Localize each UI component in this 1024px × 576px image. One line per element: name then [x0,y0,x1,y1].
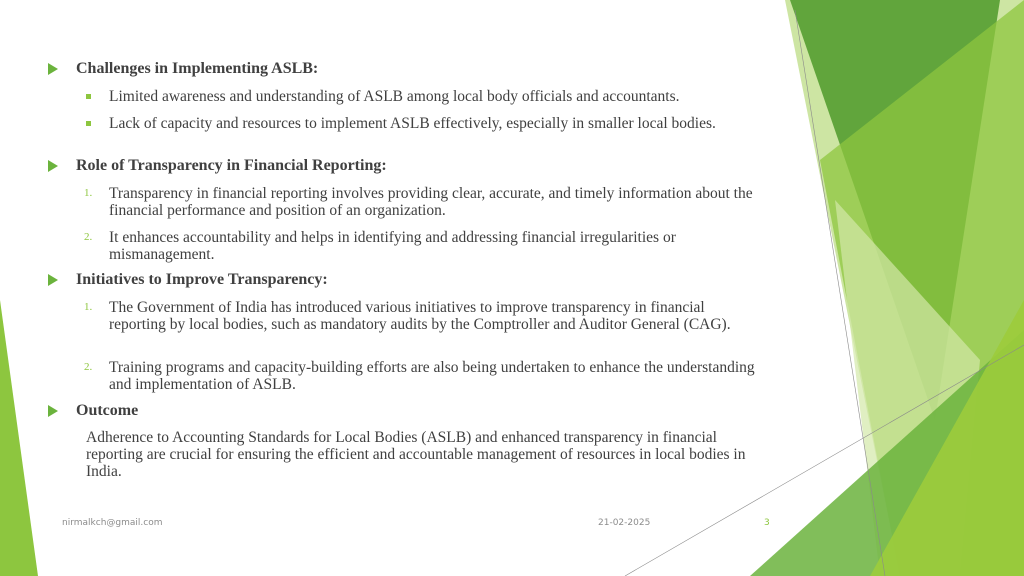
item-number: 1. [84,187,93,199]
arrow-bullet-icon [48,405,58,417]
item-text: Training programs and capacity-building efforts are also being undertaken to enhance the understanding and implementation of ASLB. [109,359,755,393]
section-heading-challenges [48,60,318,78]
heading-text: Initiatives to Improve Transparency: [76,271,328,288]
square-bullet-icon [86,94,91,99]
item-text: It enhances accountability and helps in identifying and addressing financial irregularities or mismanagement. [109,229,676,263]
footer-date: 21-02-2025 [598,518,651,528]
footer-email: nirmalkch@gmail.com [62,518,163,528]
heading-text: Outcome [76,402,139,419]
section-heading-initiatives [48,271,328,289]
list-item [84,229,764,263]
left-green-sliver [0,300,38,576]
list-item [84,359,764,393]
list-item [84,115,764,132]
list-item [84,185,764,219]
square-bullet-icon [86,121,91,126]
arrow-bullet-icon [48,63,58,75]
item-text: Transparency in financial reporting involves providing clear, accurate, and timely information about the financial performance and position of an organization. [109,185,753,219]
list-item [84,299,764,333]
outcome-paragraph: Adherence to Accounting Standards for Local Bodies (ASLB) and enhanced transparency in financial reporting are crucial for ensuring the efficient and accountable management of resources in local bodies in India. [86,429,746,480]
heading-text: Role of Transparency in Financial Reporting: [76,157,387,174]
arrow-bullet-icon [48,160,58,172]
page-number: 3 [764,518,770,528]
section-heading-outcome [48,402,138,420]
heading-text: Challenges in Implementing ASLB: [76,60,319,77]
item-text: Limited awareness and understanding of ASLB among local body officials and accountants. [109,88,680,105]
item-text: Lack of capacity and resources to implement ASLB effectively, especially in smaller local bodies. [109,115,716,132]
section-heading-transparency-role [48,157,387,175]
item-number: 2. [84,231,93,243]
item-text: The Government of India has introduced various initiatives to improve transparency in financial reporting by local bodies, such as mandatory audits by the Comptroller and Auditor General (CAG). [109,299,731,333]
arrow-bullet-icon [48,274,58,286]
item-number: 1. [84,301,93,313]
list-item [84,88,764,105]
item-number: 2. [84,361,93,373]
